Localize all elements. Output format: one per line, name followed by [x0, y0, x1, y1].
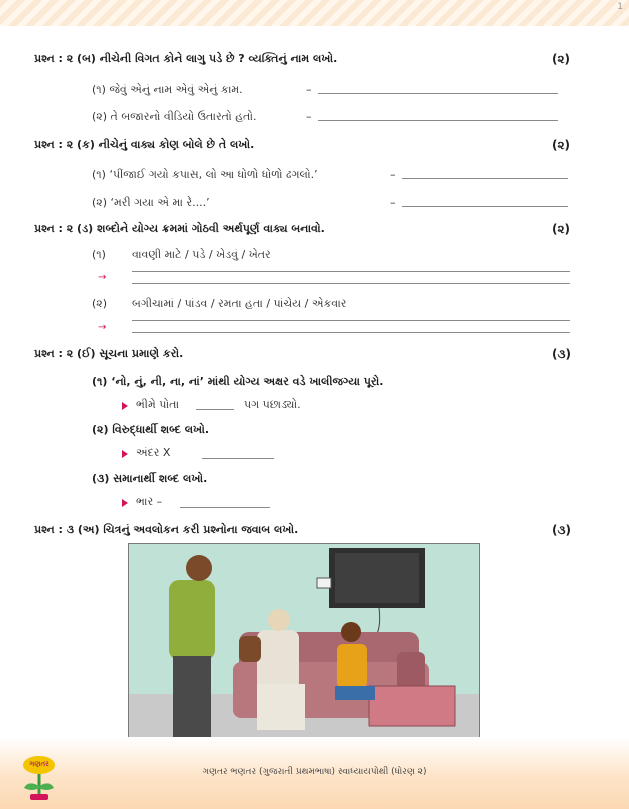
q2d-item-1-num: (૧) [92, 248, 106, 261]
q2d-answer-line-2a[interactable] [132, 320, 570, 321]
q2e-marks: (૩) [552, 347, 571, 361]
book-logo-text: ગણતર [29, 760, 49, 768]
q2k-dash-1: – [390, 168, 396, 181]
q2d-answer-line-2b[interactable] [132, 332, 570, 333]
q2b-dash-1: – [306, 83, 312, 96]
q2k-marks: (૨) [552, 138, 571, 152]
q2b-dash-2: – [306, 110, 312, 123]
q2e-sub2-text: અંદર X [136, 446, 171, 459]
q2k-answer-line-1[interactable] [402, 178, 568, 179]
q2d-item-1-text: વાવણી માટે / પડે / ખેડવું / ખેતર [132, 248, 271, 261]
q2d-answer-line-1b[interactable] [132, 283, 570, 284]
q2d-item-2-num: (૨) [92, 297, 108, 310]
q2e-sub1-blank[interactable] [196, 409, 234, 410]
q2e-sub1-text-a: ભીમે પોતા [136, 398, 180, 411]
q2k-heading: પ્રશ્ન : ૨ (ક) નીચેનું વાક્ય કોણ બોલે છે તે લખો. [34, 138, 255, 151]
q2b-marks: (૨) [552, 52, 571, 66]
q2k-dash-2: – [390, 196, 396, 209]
q2d-arrow-2: → [98, 322, 107, 333]
q2d-arrow-1: → [98, 272, 107, 283]
q2e-sub3-blank[interactable] [180, 507, 270, 508]
q2e-sub3-text: ભાર – [136, 495, 163, 508]
q2e-sub2-blank[interactable] [202, 458, 274, 459]
q2e-sub1-title: (૧) ‘નો, નું, ની, ના, નાં’ માંથી યોગ્ય અક્ષર વડે ખાલીજગ્યા પૂરો. [92, 375, 384, 388]
q2k-answer-line-2[interactable] [402, 206, 568, 207]
corner-mark: 1 [617, 2, 623, 12]
q2e-sub2-bullet [122, 450, 128, 458]
q2e-sub1-bullet [122, 402, 128, 410]
q2d-marks: (૨) [552, 222, 571, 236]
q2e-heading: પ્રશ્ન : ૨ (ઈ) સૂચના પ્રમાણે કરો. [34, 347, 184, 360]
observation-illustration [128, 543, 480, 764]
q2b-heading: પ્રશ્ન : ૨ (બ) નીચેની વિગત કોને લાગુ પડે છે ? વ્યક્તિનું નામ લખો. [34, 52, 338, 65]
top-decorative-band [0, 0, 629, 26]
q2b-answer-line-1[interactable] [318, 93, 558, 94]
q2d-heading: પ્રશ્ન : ૨ (ડ) શબ્દોને યોગ્ય ક્રમમાં ગોઠવી અર્થપૂર્ણ વાક્ય બનાવો. [34, 222, 325, 235]
q2b-answer-line-2[interactable] [318, 120, 558, 121]
q2d-item-2-text: બગીચામાં / પાંડવ / રમતા હતા / પાંચેય / એકવાર [132, 297, 347, 310]
q2k-item-1: (૧) ‘પીંજાઈ ગયો કપાસ, લો આ ધોળો ધોળો ઢગલો.’ [92, 168, 318, 181]
q2e-sub3-bullet [122, 499, 128, 507]
book-logo [18, 752, 60, 802]
q2e-sub3-title: (૩) સમાનાર્થી શબ્દ લખો. [92, 472, 208, 485]
q2e-sub2-title: (૨) વિરુદ્ધાર્થી શબ્દ લખો. [92, 423, 210, 436]
q2k-item-2: (૨) ‘મરી ગયા એ મા રે....’ [92, 196, 210, 209]
q2b-item-2: (૨) તે બજારનો વીડિયો ઉતારતો હતો. [92, 110, 257, 123]
q2b-item-1: (૧) જેવું એનું નામ એવું એનું કામ. [92, 83, 243, 96]
q3a-marks: (૩) [552, 523, 571, 537]
q2d-answer-line-1a[interactable] [132, 271, 570, 272]
q3a-heading: પ્રશ્ન : ૩ (અ) ચિત્રનું અવલોકન કરી પ્રશ્નોના જવાબ લખો. [34, 523, 299, 536]
footer-book-title: ગણતર ભણતર (ગુજરાતી પ્રથમભાષા) સ્વાધ્યાયપોથી (ધોરણ ૨) [202, 767, 427, 777]
q2e-sub1-text-b: પગ પછાડ્યો. [244, 398, 301, 411]
